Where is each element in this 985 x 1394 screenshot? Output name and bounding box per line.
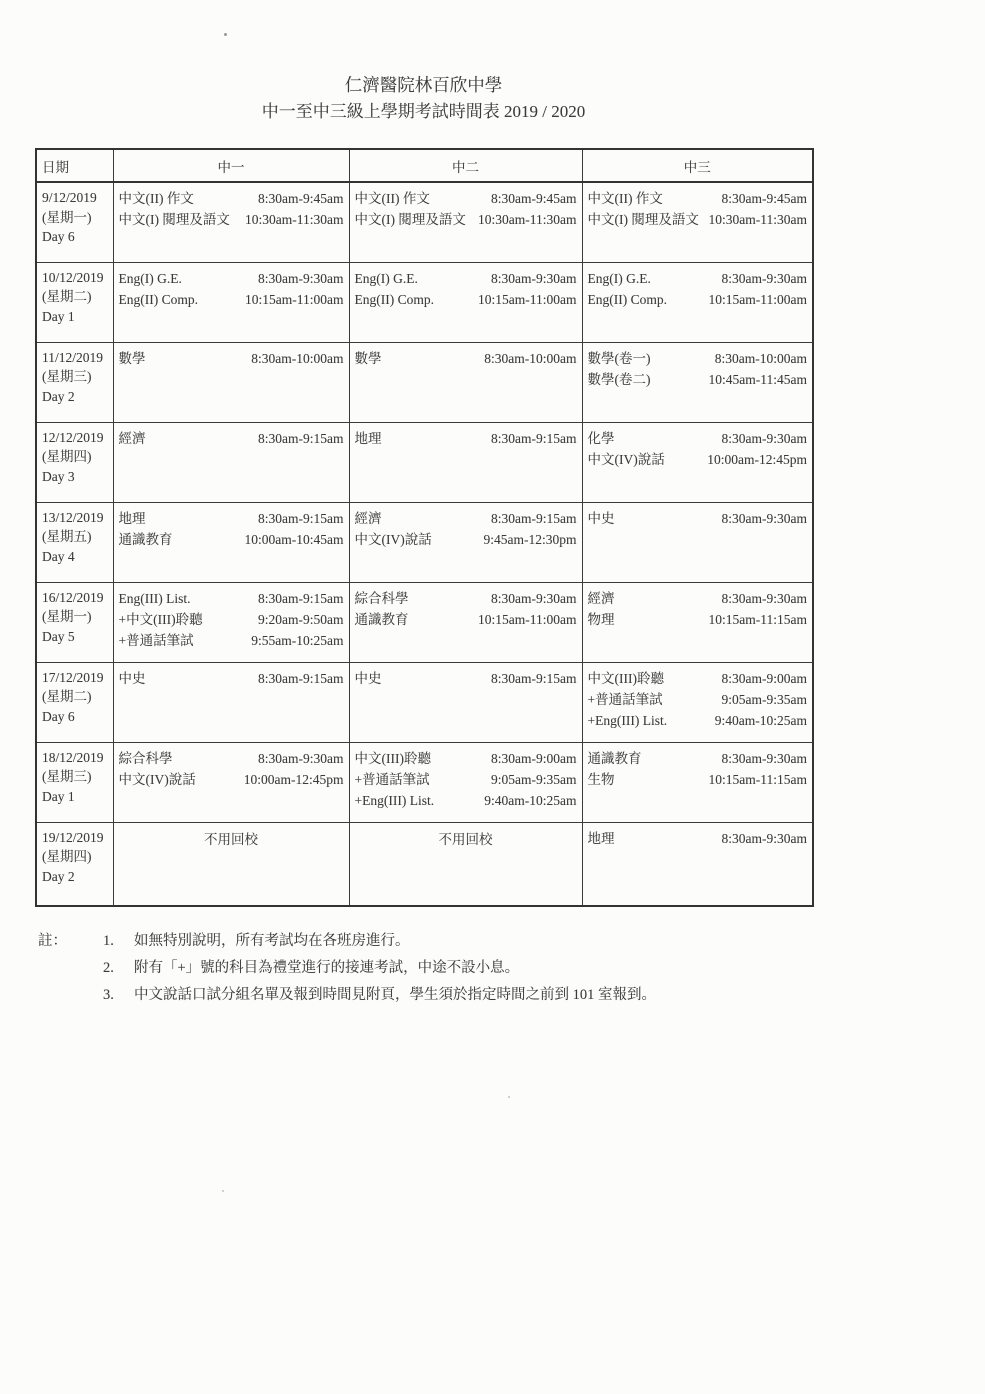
subject-name: 通識教育 (587, 750, 642, 766)
exam-time: 10:15am-11:00am (478, 291, 577, 307)
exam-entry (119, 428, 344, 449)
exam-time: 8:30am-9:30am (491, 270, 577, 286)
exam-entry (119, 609, 344, 630)
no-school-cell: 不用回校 (113, 822, 349, 906)
date-cell (36, 502, 113, 582)
date-cell (36, 262, 113, 342)
exam-time: 9:40am-10:25am (484, 792, 577, 808)
subject-name: 地理 (118, 510, 146, 526)
subject-name: 數學 (118, 350, 146, 366)
exam-entry (588, 588, 808, 609)
no-school-cell: 不用回校 (349, 822, 582, 906)
date-cell (36, 422, 113, 502)
note-text: 中文說話口試分組名單及報到時間見附頁，學生須於指定時間之前到 101 室報到。 (134, 987, 656, 1003)
subject-name: 經濟 (354, 510, 382, 526)
timetable-header (36, 149, 813, 182)
notes-label: 註： (38, 933, 67, 949)
exam-entry (119, 508, 344, 529)
date-line: Day 6 (42, 229, 75, 244)
date-line: Day 1 (42, 308, 75, 324)
exam-cell (582, 182, 813, 262)
exam-cell (113, 582, 349, 662)
subject-name: 中文(II) 作文 (118, 191, 194, 206)
subject-name: 中文(III)聆聽 (354, 750, 431, 766)
date-cell (36, 582, 113, 662)
exam-entry (588, 268, 808, 289)
subject-name: 地理 (587, 830, 615, 846)
subject-name: +普通話筆試 (354, 771, 430, 787)
date-line: (星期一) (42, 609, 92, 624)
exam-time: 10:30am-11:30am (708, 212, 807, 227)
scan-speckle (222, 1190, 224, 1192)
subject-name: 綜合科學 (118, 750, 173, 766)
exam-time: 8:30am-10:00am (251, 350, 344, 366)
note-text: 附有「+」號的科目為禮堂進行的接連考試，中途不設小息。 (134, 960, 520, 976)
date-line: (星期五) (42, 529, 92, 544)
subject-name: 中文(IV)說話 (587, 451, 665, 467)
exam-cell (349, 342, 582, 422)
exam-cell (582, 662, 813, 742)
exam-entry (588, 769, 808, 790)
subject-name: 中文(IV)說話 (354, 531, 432, 547)
exam-entry (355, 268, 577, 289)
table-row (36, 662, 813, 742)
exam-entry (119, 748, 344, 769)
exam-entry (119, 668, 344, 689)
date-line: (星期二) (42, 689, 92, 704)
exam-cell (582, 582, 813, 662)
column-header-form1: 中一 (113, 149, 349, 182)
date-line: (星期一) (42, 209, 92, 225)
subject-name: 中文(II) 作文 (354, 191, 430, 206)
exam-cell (113, 342, 349, 422)
date-cell (36, 182, 113, 262)
exam-time: 10:00am-12:45pm (707, 451, 807, 467)
subject-name: Eng(I) G.E. (587, 270, 651, 286)
exam-entry (588, 369, 808, 390)
exam-time: 8:30am-9:30am (721, 430, 807, 446)
subject-name: 中文(II) 作文 (587, 191, 663, 206)
exam-time: 8:30am-9:45am (721, 191, 807, 206)
exam-time: 8:30am-9:30am (491, 590, 577, 606)
date-line: Day 2 (42, 388, 75, 404)
exam-time: 8:30am-9:30am (258, 270, 344, 286)
subject-name: +Eng(III) List. (354, 792, 435, 808)
exam-time: 8:30am-9:15am (491, 510, 577, 526)
exam-entry (588, 209, 808, 230)
exam-time: 8:30am-9:15am (491, 430, 577, 446)
table-row (36, 502, 813, 582)
exam-entry (355, 508, 577, 529)
exam-time: 9:55am-10:25am (251, 632, 344, 648)
date-line: Day 3 (42, 468, 75, 484)
date-line: Day 1 (42, 788, 75, 804)
subject-name: 化學 (587, 430, 615, 446)
exam-time: 8:30am-9:30am (258, 750, 344, 766)
date-line: Day 2 (42, 868, 75, 884)
subject-name: 經濟 (118, 430, 146, 446)
exam-entry (588, 710, 808, 731)
exam-entry (119, 529, 344, 550)
date-line: Day 5 (42, 628, 75, 644)
exam-cell (349, 742, 582, 822)
exam-time: 10:15am-11:00am (478, 611, 577, 627)
note-number: 2. (103, 960, 114, 976)
document-header (35, 74, 812, 123)
table-row (36, 742, 813, 822)
subject-name: 中史 (587, 510, 615, 526)
exam-cell (113, 262, 349, 342)
subject-name: +普通話筆試 (587, 691, 663, 707)
subject-name: +普通話筆試 (118, 632, 194, 648)
subject-name: 通識教育 (354, 611, 409, 627)
exam-time: 8:30am-9:45am (491, 191, 577, 206)
exam-entry (588, 289, 808, 310)
exam-cell (349, 662, 582, 742)
exam-entry (119, 268, 344, 289)
document-title: 中一至中三級上學期考試時間表 2019 / 2020 (261, 102, 586, 121)
subject-name: 中史 (118, 670, 146, 686)
date-line: (星期四) (42, 449, 92, 464)
subject-name: 經濟 (587, 590, 615, 606)
subject-name: 中文(I) 閱理及語文 (118, 212, 230, 227)
exam-entry (355, 289, 577, 310)
exam-time: 8:30am-9:15am (258, 590, 344, 606)
subject-name: 綜合科學 (354, 590, 409, 606)
table-row (36, 262, 813, 342)
exam-entry (588, 348, 808, 369)
date-line: 17/12/2019 (42, 669, 104, 685)
subject-name: Eng(III) List. (118, 590, 191, 606)
timetable-body (36, 182, 813, 906)
subject-name: 通識教育 (118, 531, 173, 547)
exam-time: 9:40am-10:25am (714, 712, 807, 728)
subject-name: +中文(III)聆聽 (118, 611, 203, 627)
exam-time: 10:15am-11:00am (708, 291, 807, 307)
date-line: 10/12/2019 (42, 269, 104, 285)
scan-speckle (508, 1096, 510, 1098)
exam-time: 10:30am-11:30am (478, 212, 577, 227)
exam-entry (588, 609, 808, 630)
exam-cell (113, 422, 349, 502)
exam-time: 9:20am-9:50am (258, 611, 344, 627)
exam-cell (582, 822, 813, 906)
exam-entry (588, 188, 808, 209)
exam-entry (355, 209, 577, 230)
subject-name: Eng(II) Comp. (354, 291, 434, 307)
subject-name: 中文(IV)說話 (118, 771, 196, 787)
school-name: 仁濟醫院林百欣中學 (344, 75, 503, 95)
exam-entry (355, 588, 577, 609)
date-cell (36, 742, 113, 822)
subject-name: 物理 (587, 611, 615, 627)
date-line: (星期三) (42, 369, 92, 384)
header-row (36, 149, 813, 182)
date-line: 12/12/2019 (42, 429, 104, 445)
date-line: (星期四) (42, 849, 92, 864)
exam-time: 8:30am-9:15am (258, 670, 344, 686)
exam-entry (355, 769, 577, 790)
exam-time: 8:30am-9:45am (258, 191, 344, 206)
exam-time: 8:30am-9:30am (721, 830, 807, 846)
exam-time: 9:05am-9:35am (721, 691, 807, 707)
exam-time: 8:30am-10:00am (484, 350, 577, 366)
exam-entry (119, 209, 344, 230)
exam-cell (349, 422, 582, 502)
exam-entry (119, 769, 344, 790)
exam-time: 8:30am-9:30am (721, 510, 807, 526)
exam-entry (355, 428, 577, 449)
exam-time: 8:30am-9:00am (491, 750, 577, 766)
exam-entry (119, 188, 344, 209)
exam-time: 10:45am-11:45am (708, 371, 807, 387)
exam-cell (349, 502, 582, 582)
table-row (36, 182, 813, 262)
exam-entry (355, 188, 577, 209)
exam-cell (113, 662, 349, 742)
footnotes (35, 928, 812, 1009)
exam-entry (588, 508, 808, 529)
footnote-row (35, 982, 812, 1009)
subject-name: 中史 (354, 670, 382, 686)
subject-name: 中文(I) 閱理及語文 (354, 212, 466, 227)
note-number: 1. (103, 933, 114, 949)
table-row (36, 582, 813, 662)
subject-name: Eng(I) G.E. (354, 270, 418, 286)
exam-entry (355, 748, 577, 769)
exam-time: 9:05am-9:35am (491, 771, 577, 787)
subject-name: Eng(II) Comp. (118, 291, 198, 307)
date-line: 13/12/2019 (42, 509, 104, 525)
exam-time: 8:30am-9:30am (721, 750, 807, 766)
exam-cell (349, 582, 582, 662)
exam-time: 10:15am-11:15am (708, 611, 807, 627)
scan-speckle (224, 33, 227, 36)
date-line: Day 6 (42, 708, 75, 724)
exam-entry (588, 449, 808, 470)
exam-cell (349, 262, 582, 342)
subject-name: 數學 (354, 350, 382, 366)
exam-entry (119, 348, 344, 369)
date-line: 19/12/2019 (42, 829, 104, 845)
subject-name: +Eng(III) List. (587, 712, 668, 728)
date-cell (36, 342, 113, 422)
exam-cell (582, 262, 813, 342)
date-cell (36, 662, 113, 742)
exam-cell (113, 502, 349, 582)
exam-time: 10:00am-10:45am (244, 531, 344, 547)
exam-cell (113, 742, 349, 822)
exam-cell (582, 742, 813, 822)
footnote-row (35, 955, 812, 982)
exam-entry (355, 529, 577, 550)
date-line: Day 4 (42, 548, 75, 564)
date-line: (星期二) (42, 289, 92, 304)
column-header-form3: 中三 (582, 149, 813, 182)
exam-time: 8:30am-9:30am (721, 590, 807, 606)
date-line: 9/12/2019 (42, 190, 97, 205)
date-line: 11/12/2019 (42, 349, 104, 365)
exam-entry (119, 289, 344, 310)
subject-name: 生物 (587, 771, 615, 787)
date-line: 16/12/2019 (42, 589, 104, 605)
table-row (36, 422, 813, 502)
note-number: 3. (103, 987, 114, 1003)
exam-time: 8:30am-9:30am (721, 270, 807, 286)
exam-time: 10:15am-11:15am (708, 771, 807, 787)
exam-time: 9:45am-12:30pm (483, 531, 577, 547)
exam-time: 8:30am-9:15am (491, 670, 577, 686)
exam-cell (582, 422, 813, 502)
exam-timetable (35, 148, 814, 907)
subject-name: 地理 (354, 430, 382, 446)
subject-name: Eng(I) G.E. (118, 270, 182, 286)
exam-time: 8:30am-9:15am (258, 430, 344, 446)
exam-entry (119, 630, 344, 651)
subject-name: 數學(卷一) (587, 350, 651, 366)
exam-entry (355, 609, 577, 630)
date-line: (星期三) (42, 769, 92, 784)
exam-entry (588, 689, 808, 710)
table-row (36, 822, 813, 906)
exam-entry (588, 828, 808, 849)
exam-entry (588, 668, 808, 689)
exam-time: 10:15am-11:00am (245, 291, 344, 307)
exam-entry (588, 748, 808, 769)
column-header-form2: 中二 (349, 149, 582, 182)
exam-time: 8:30am-10:00am (714, 350, 807, 366)
exam-entry (588, 428, 808, 449)
subject-name: Eng(II) Comp. (587, 291, 667, 307)
exam-time: 10:30am-11:30am (245, 212, 344, 227)
note-text: 如無特別說明，所有考試均在各班房進行。 (134, 933, 410, 949)
subject-name: 數學(卷二) (587, 371, 651, 387)
exam-entry (355, 790, 577, 811)
subject-name: 中文(III)聆聽 (587, 670, 664, 686)
exam-entry (119, 588, 344, 609)
exam-time: 8:30am-9:15am (258, 510, 344, 526)
subject-name: 中文(I) 閱理及語文 (587, 212, 699, 227)
exam-time: 8:30am-9:00am (721, 670, 807, 686)
column-header-date: 日期 (36, 149, 113, 182)
date-cell (36, 822, 113, 906)
footnote-row (35, 928, 812, 955)
exam-cell (582, 342, 813, 422)
exam-time: 10:00am-12:45pm (243, 771, 344, 787)
exam-entry (355, 668, 577, 689)
exam-entry (355, 348, 577, 369)
exam-cell (349, 182, 582, 262)
table-row (36, 342, 813, 422)
date-line: 18/12/2019 (42, 749, 104, 765)
exam-cell (113, 182, 349, 262)
exam-cell (582, 502, 813, 582)
